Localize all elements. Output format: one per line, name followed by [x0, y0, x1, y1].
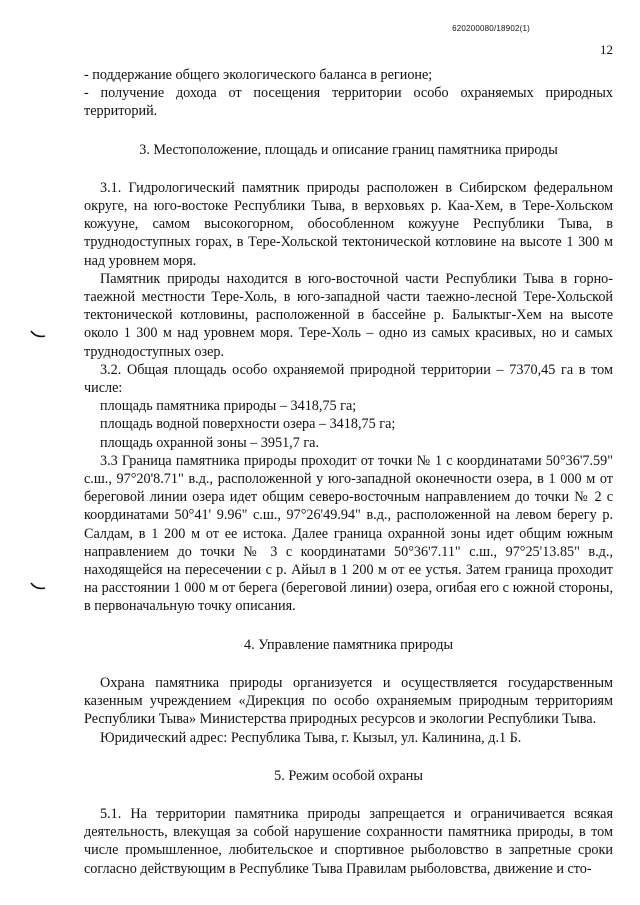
- page-number: 12: [600, 42, 613, 57]
- intro-bullet: - получение дохода от посещения территории особо охраняемых природных территорий.: [84, 85, 613, 120]
- section-3-paragraph-1: 3.1. Гидрологический памятник природы расположен в Сибирском федеральном округе, на юго-востоке Республики Тыва, в верховьях р. Каа-Хем, в Тере-Хольском кожууне, самом высокогорном, обособленном кожууне Республики Тыва, в труднодоступных горах, в Тере-Хольской тектонической котловине на высоте 1 300 м над уровнем моря.: [84, 179, 613, 269]
- area-item: площадь водной поверхности озера – 3418,75 га;: [100, 416, 396, 433]
- section-3-paragraph-2: Памятник природы находится в юго-восточной части Республики Тыва в горно-таежной местности Тере-Холь, в юго-западной части таежно-лесной Тере-Хольской тектонической котловины, расположенной в бассейне р. Балыктыг-Хем на высоте около 1 300 м над уровнем моря. Тере-Холь – одно из самых красивых, но и самых труднодоступных озер.: [84, 270, 613, 360]
- area-item: площадь памятника природы – 3418,75 га;: [100, 398, 357, 415]
- section-4-paragraph-1: Охрана памятника природы организуется и осуществляется государственным казенным учреждением «Дирекция по особо охраняемым природным территориям Республики Тыва» Министерства природных ресурсов и экологии Республики Тыва.: [84, 674, 613, 728]
- document-id: 620200080/18902(1): [452, 24, 530, 33]
- section-3-paragraph-3: 3.2. Общая площадь особо охраняемой природной территории – 7370,45 га в том числе:: [84, 361, 613, 397]
- section-5-paragraph-1: 5.1. На территории памятника природы запрещается и ограничивается всякая деятельность, влекущая за собой нарушение сохранности памятника природы, в том числе промышленное, любительское и спортивное рыболовство в запретные сроки согласно действующим в Республике Тыва Правилам рыболовства, движение и сто-: [84, 805, 613, 877]
- section-4-paragraph-2: Юридический адрес: Республика Тыва, г. Кызыл, ул. Калинина, д.1 Б.: [100, 729, 522, 746]
- binding-mark-icon: [30, 581, 46, 591]
- section-5-title: 5. Режим особой охраны: [274, 767, 423, 784]
- section-3-title: 3. Местоположение, площадь и описание границ памятника природы: [139, 141, 558, 158]
- intro-bullet: - поддержание общего экологического баланса в регионе;: [84, 67, 433, 83]
- binding-mark-icon: [30, 329, 46, 339]
- area-item: площадь охранной зоны – 3951,7 га.: [100, 434, 320, 451]
- section-4-title: 4. Управление памятника природы: [244, 636, 453, 653]
- section-3-paragraph-4: 3.3 Граница памятника природы проходит от точки № 1 с координатами 50°36'7.59" с.ш., 97°20'8.71" в.д., расположенной у юго-западной оконечности озера, в 1 000 м от береговой линии озера идет общим северо-восточным направлением до точки № 2 с координатами 50°41' 9.96" с.ш., 97°26'49.94" в.д., расположенной на левом берегу р. Салдам, в 1 200 м от ее истока. Далее граница охранной зоны идет общим южным направлением до точки № 3 с координатами 50°36'7.11" с.ш., 97°25'13.85" в.д., находящейся на пересечении с р. Айыл в 1 200 м от ее устья. Затем граница проходит на расстоянии 1 000 м от берега (береговой линии) озера, огибая его с южной стороны, в первоначальную точку описания.: [84, 452, 613, 615]
- document-body: [84, 66, 613, 878]
